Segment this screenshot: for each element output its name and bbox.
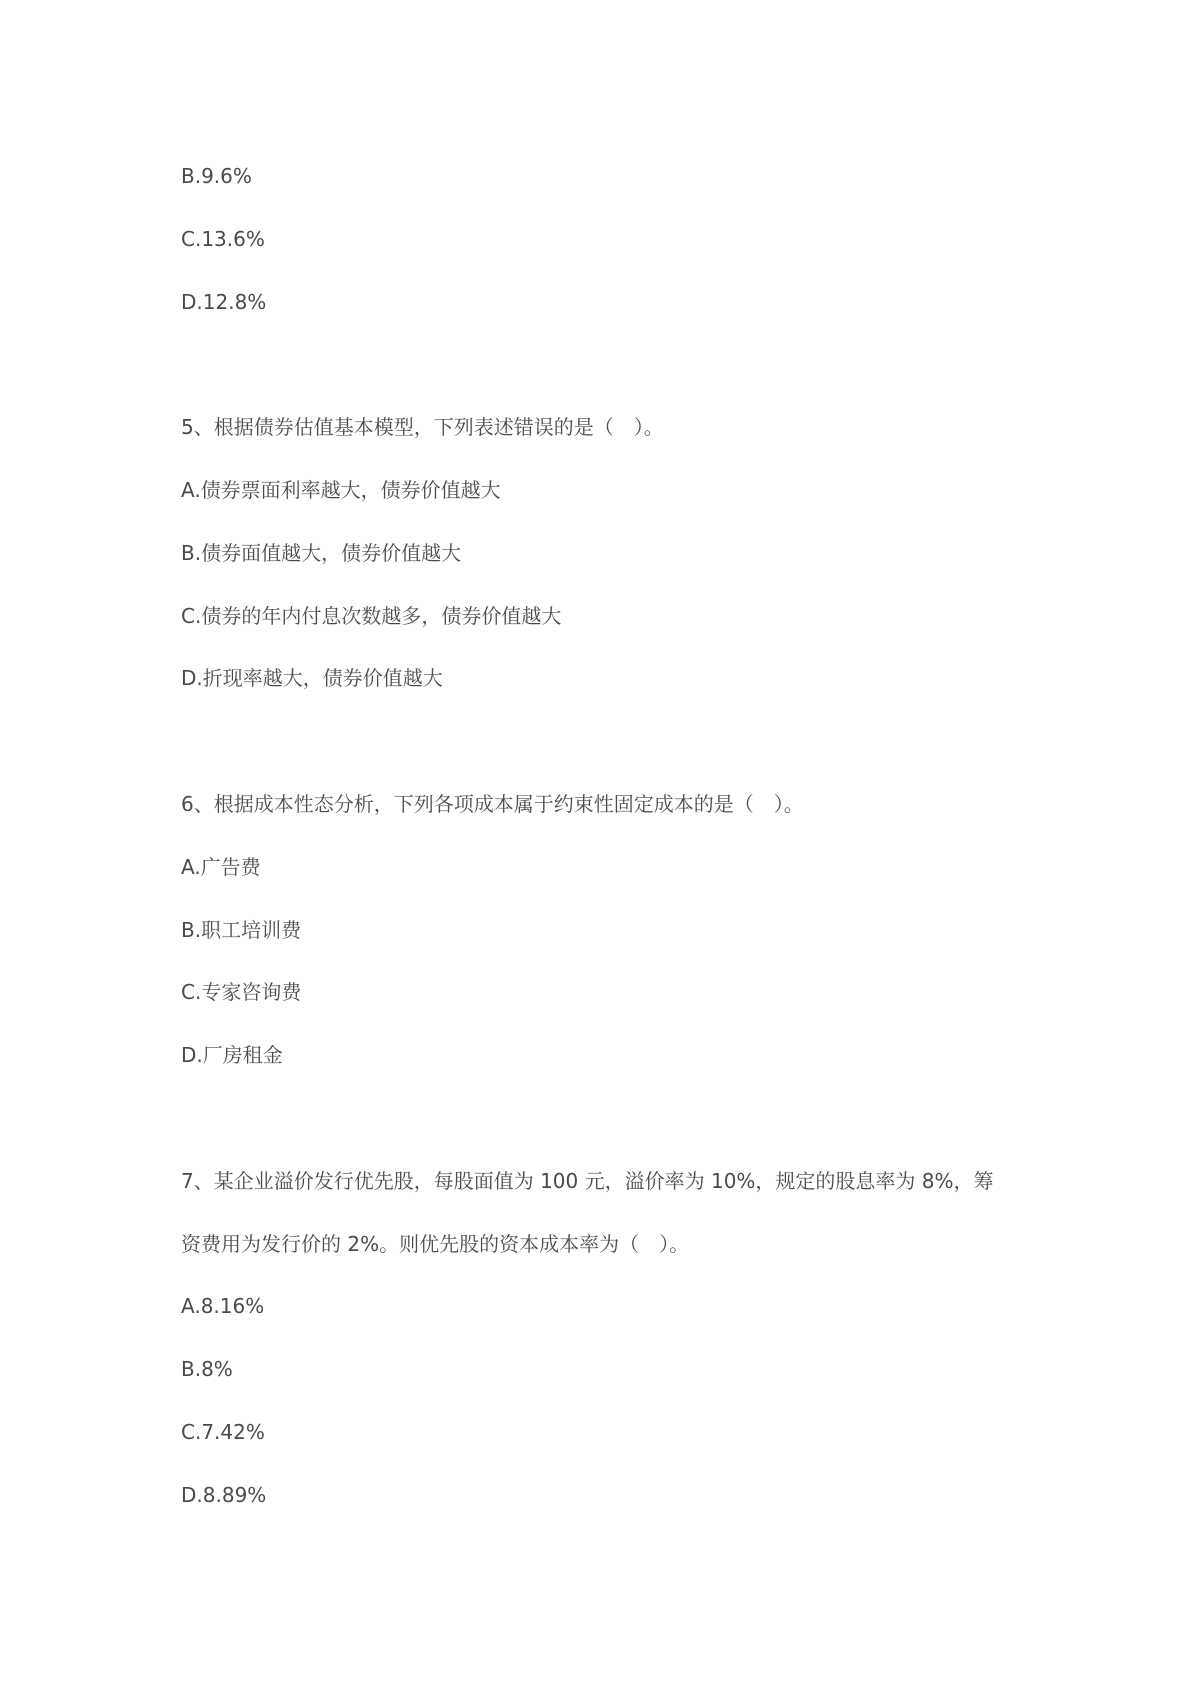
option-b: B.9.6% [181,164,252,188]
option-c: C.专家咨询费 [181,980,302,1005]
question-7-stem-cont: 资费用为发行价的 2%。则优先股的资本成本率为（ ）。 [181,1231,690,1256]
option-c: C.债券的年内付息次数越多，债券价值越大 [181,603,562,628]
document-body [181,145,1031,1527]
option-d: D.厂房租金 [181,1043,283,1068]
question-6-stem: 6、根据成本性态分析，下列各项成本属于约束性固定成本的是（ ）。 [181,791,804,816]
option-c: C.13.6% [181,226,265,251]
option-a: A.债券票面利率越大，债券价值越大 [181,477,501,502]
option-b: B.职工培训费 [181,917,302,942]
question-7-stem: 7、某企业溢价发行优先股，每股面值为 100 元，溢价率为 10%，规定的股息率为 8%，筹 [181,1168,994,1193]
option-b: B.债券面值越大，债券价值越大 [181,540,462,565]
option-d: D.折现率越大，债券价值越大 [181,666,443,691]
option-c: C.7.42% [181,1419,265,1444]
option-b: B.8% [181,1357,233,1382]
option-a: A.广告费 [181,854,261,879]
option-d: D.8.89% [181,1482,267,1507]
option-a: A.8.16% [181,1294,265,1319]
option-d: D.12.8% [181,289,267,314]
question-5-stem: 5、根据债券估值基本模型，下列表述错误的是（ ）。 [181,415,664,440]
